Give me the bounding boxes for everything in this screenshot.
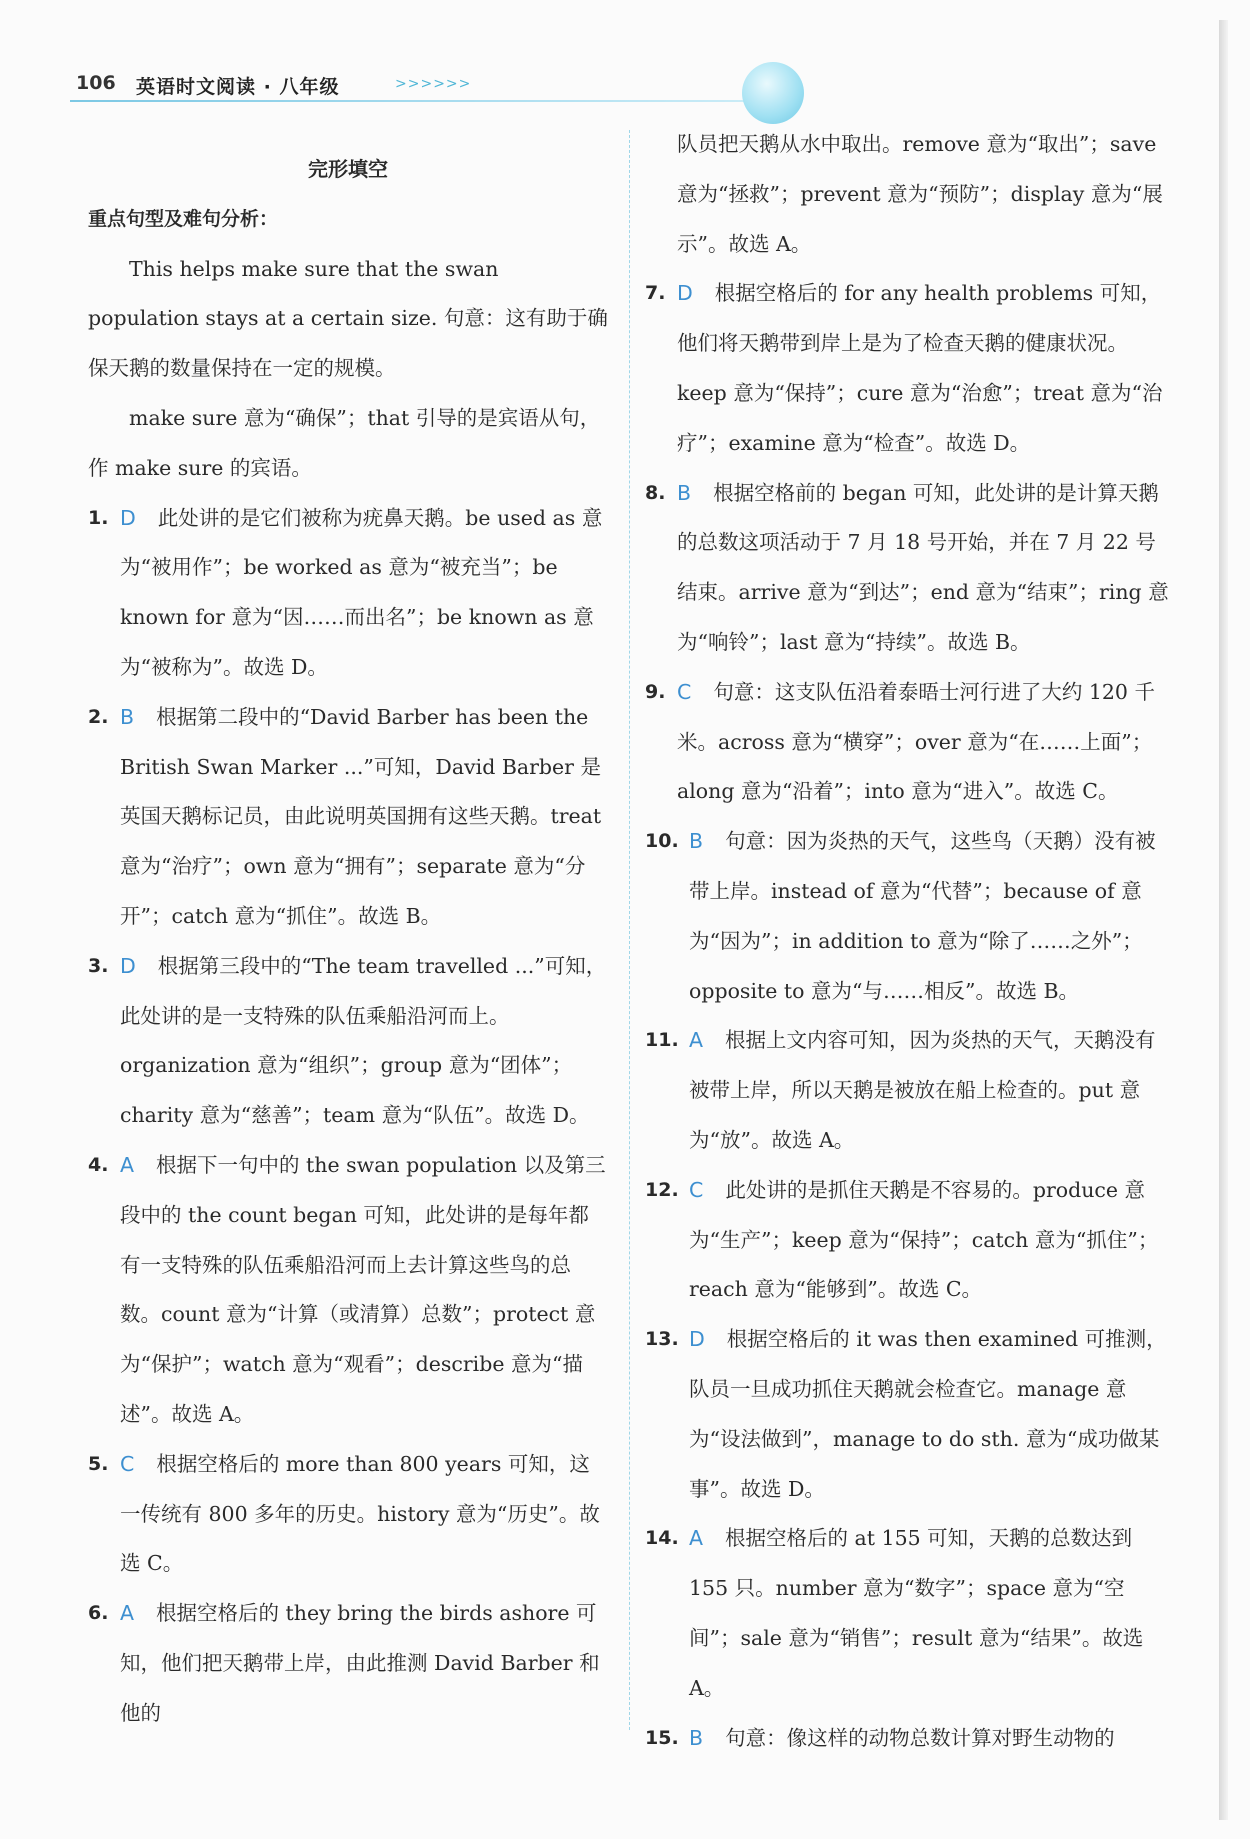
analysis-paragraph: This helps make sure that the swan population stays at a certain size. 句意：这有助于确保天鹅的数量保持在一定的规模。 bbox=[88, 256, 608, 381]
subheading: 重点句型及难句分析： bbox=[88, 207, 279, 230]
explanation: 此处讲的是抓住天鹅是不容易的。produce 意为“生产”；keep 意为“保持”；catch 意为“抓住”；reach 意为“能够到”。故选 C。 bbox=[689, 1177, 1159, 1302]
answer-letter: A bbox=[120, 1152, 135, 1177]
answer-item bbox=[645, 668, 1175, 817]
answer-item bbox=[645, 469, 1175, 668]
explanation: 根据空格后的 for any health problems 可知，他们将天鹅带到岸上是为了检查天鹅的健康状况。keep 意为“保持”；cure 意为“治愈”；treat 意为“治疗”；examine 意为“检查”。故选 D。 bbox=[677, 281, 1163, 455]
header-arrows: >>>>>> bbox=[395, 76, 472, 92]
answer-letter: C bbox=[677, 679, 692, 704]
page-header bbox=[70, 68, 690, 104]
answer-item bbox=[645, 817, 1175, 1016]
answer-item bbox=[88, 1440, 608, 1589]
item-number: 9. bbox=[645, 680, 666, 703]
answer-letter: A bbox=[689, 1028, 704, 1053]
header-rule bbox=[70, 100, 790, 102]
item-number: 4. bbox=[88, 1153, 109, 1176]
answer-letter: D bbox=[120, 505, 136, 530]
explanation: 根据空格后的 at 155 可知，天鹅的总数达到 155 只。number 意为“数字”；space 意为“空间”；sale 意为“销售”；result 意为“结果”。故选 A。 bbox=[689, 1526, 1144, 1700]
answer-letter: B bbox=[689, 829, 704, 854]
answer-letter: D bbox=[120, 953, 136, 978]
right-column bbox=[645, 120, 1175, 1763]
answer-letter: B bbox=[120, 704, 135, 729]
answer-letter: B bbox=[689, 1725, 704, 1750]
explanation: 根据空格后的 they bring the birds ashore 可知，他们把天鹅带上岸，由此推测 David Barber 和他的 bbox=[120, 1601, 600, 1725]
answer-letter: C bbox=[689, 1177, 704, 1202]
answer-item bbox=[88, 1589, 608, 1738]
item-number: 10. bbox=[645, 830, 679, 853]
explanation: 根据第三段中的“The team travelled ...”可知，此处讲的是一支特殊的队伍乘船沿河而上。organization 意为“组织”；group 意为“团体”；charity 意为“慈善”；team 意为“队伍”。故选 D。 bbox=[120, 953, 607, 1128]
answer-letter: B bbox=[677, 480, 692, 505]
item-number: 3. bbox=[88, 954, 109, 977]
explanation: 根据上文内容可知，因为炎热的天气，天鹅没有被带上岸，所以天鹅是被放在船上检查的。put 意为“放”。故选 A。 bbox=[689, 1028, 1156, 1152]
answer-item bbox=[645, 1166, 1175, 1315]
explanation: 此处讲的是它们被称为疣鼻天鹅。be used as 意为“被用作”；be worked as 意为“被充当”；be known for 意为“因……而出名”；be known as 意为“被称为”。故选 D。 bbox=[120, 505, 603, 679]
explanation: 根据空格前的 began 可知，此处讲的是计算天鹅的总数这项活动于 7 月 18 号开始，并在 7 月 22 号结束。arrive 意为“到达”；end 意为“结束”；ring 意为“响铃”；last 意为“持续”。故选 B。 bbox=[677, 480, 1169, 654]
answer-letter: D bbox=[677, 281, 693, 306]
item-number: 1. bbox=[88, 506, 109, 529]
item-number: 6. bbox=[88, 1602, 109, 1625]
answer-item bbox=[645, 1315, 1175, 1514]
answer-letter: A bbox=[689, 1526, 704, 1551]
analysis-paragraph: make sure 意为“确保”；that 引导的是宾语从句，作 make sure 的宾语。 bbox=[88, 405, 601, 480]
item-number: 12. bbox=[645, 1178, 679, 1201]
item-number: 5. bbox=[88, 1452, 109, 1475]
item-number: 7. bbox=[645, 282, 666, 305]
page-number: 106 bbox=[76, 72, 116, 94]
explanation: 根据下一句中的 the swan population 以及第三段中的 the count began 可知，此处讲的是每年都有一支特殊的队伍乘船沿河而上去计算这些鸟的总数。count 意为“计算（或清算）总数”；protect 意为“保护”；watch 意为“观看”；describe 意为“描述”。故选 A。 bbox=[120, 1152, 606, 1426]
explanation: 根据空格后的 more than 800 years 可知，这一传统有 800 多年的历史。history 意为“历史”。故选 C。 bbox=[120, 1451, 600, 1576]
answer-item bbox=[645, 1514, 1175, 1713]
decorative-circle-icon bbox=[742, 62, 804, 124]
answer-item bbox=[645, 1016, 1175, 1165]
explanation: 句意：因为炎热的天气，这些鸟（天鹅）没有被带上岸。instead of 意为“代替”；because of 意为“因为”；in addition to 意为“除了……之外”；opposite to 意为“与……相反”。故选 B。 bbox=[689, 829, 1156, 1003]
explanation: 句意：这支队伍沿着泰晤士河行进了大约 120 千米。across 意为“横穿”；over 意为“在……上面”；along 意为“沿着”；into 意为“进入”。故选 C。 bbox=[677, 679, 1155, 804]
left-column bbox=[88, 145, 608, 1739]
answer-letter: D bbox=[689, 1327, 705, 1352]
answer-item bbox=[645, 1714, 1175, 1764]
page-edge bbox=[1219, 20, 1228, 1820]
section-title: 完形填空 bbox=[308, 157, 388, 181]
item-number: 15. bbox=[645, 1726, 679, 1749]
answer-letter: C bbox=[120, 1451, 135, 1476]
column-divider bbox=[629, 130, 631, 1730]
answer-item bbox=[88, 494, 608, 693]
explanation: 根据空格后的 it was then examined 可推测，队员一旦成功抓住天鹅就会检查它。manage 意为“设法做到”，manage to do sth. 意为“成功做某事”。故选 D。 bbox=[689, 1327, 1167, 1501]
answer-item bbox=[645, 269, 1175, 468]
explanation: 句意：像这样的动物总数计算对野生动物的 bbox=[725, 1725, 1115, 1750]
item-number: 13. bbox=[645, 1328, 679, 1351]
item-number: 14. bbox=[645, 1527, 679, 1550]
answer-item bbox=[88, 1141, 608, 1440]
answer-letter: A bbox=[120, 1601, 135, 1626]
answer-item bbox=[88, 693, 608, 942]
item-number: 2. bbox=[88, 705, 109, 728]
item-number: 11. bbox=[645, 1029, 679, 1052]
answer-item bbox=[88, 942, 608, 1141]
book-title: 英语时文阅读 · 八年级 bbox=[136, 76, 340, 98]
continued-text: 队员把天鹅从水中取出。remove 意为“取出”；save 意为“拯救”；prevent 意为“预防”；display 意为“展示”。故选 A。 bbox=[677, 132, 1163, 256]
item-number: 8. bbox=[645, 481, 666, 504]
explanation: 根据第二段中的“David Barber has been the British Swan Marker ...”可知，David Barber 是英国天鹅标记员，由此说明英国拥有这些天鹅。treat 意为“治疗”；own 意为“拥有”；separate 意为“分开”；catch 意为“抓住”。故选 B。 bbox=[120, 704, 602, 928]
